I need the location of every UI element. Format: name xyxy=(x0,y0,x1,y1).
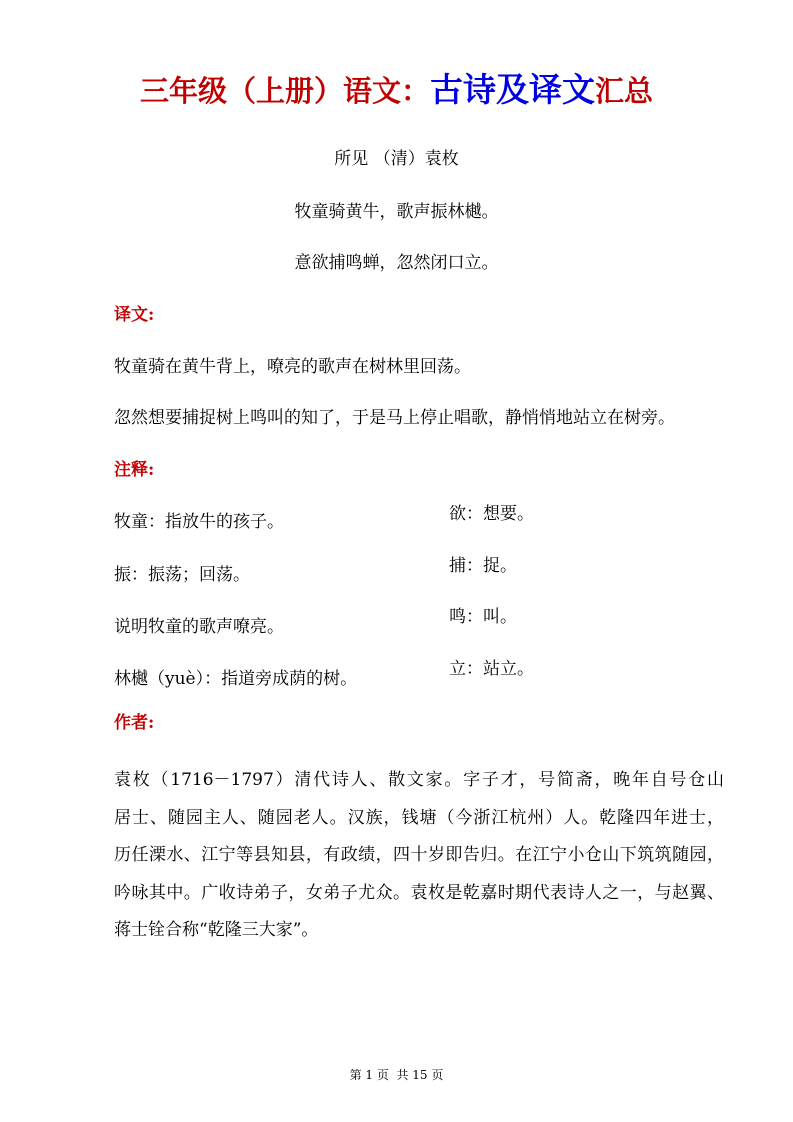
note-left-item: 牧童：指放牛的孩子。 xyxy=(114,512,284,532)
title-part-poems: 古诗及译文 xyxy=(430,70,595,109)
page-title xyxy=(0,68,793,118)
author-line: 袁枚（1716－1797）清代诗人、散文家。字子才，号简斋，晚年自号仓山 xyxy=(114,770,724,790)
poem-title-author: 所见 （清）袁枚 xyxy=(334,149,459,169)
translation-line-2: 忽然想要捕捉树上鸣叫的知了，于是马上停止唱歌，静悄悄地站立在树旁。 xyxy=(114,408,675,428)
note-left-item: 振：振荡；回荡。 xyxy=(114,565,250,585)
translation-line-1: 牧童骑在黄牛背上，嘹亮的歌声在树林里回荡。 xyxy=(114,357,471,377)
author-line: 历任溧水、江宁等县知县，有政绩，四十岁即告归。在江宁小仓山下筑筑随园， xyxy=(114,845,724,865)
note-right-item: 鸣：叫。 xyxy=(449,607,517,627)
page-footer: 第 1 页 共 15 页 xyxy=(349,1068,444,1082)
translation-heading: 译文: xyxy=(114,305,155,325)
note-left-item: 林樾（yuè）：指道旁成荫的树。 xyxy=(114,669,358,689)
author-line: 居士、随园主人、随园老人。汉族，钱塘（今浙江杭州）人。乾隆四年进士， xyxy=(114,807,724,828)
poem-line-2: 意欲捕鸣蝉，忽然闭口立。 xyxy=(294,253,499,273)
note-right-item: 捕：捉。 xyxy=(449,556,517,576)
title-part-grade: 三年级（上册）语文： xyxy=(139,74,430,108)
notes-heading: 注释: xyxy=(114,460,155,480)
author-line: 吟咏其中。广收诗弟子，女弟子尤众。袁枚是乾嘉时期代表诗人之一，与赵翼、 xyxy=(114,882,724,903)
note-right-item: 立：站立。 xyxy=(449,659,534,679)
note-left-item: 说明牧童的歌声嘹亮。 xyxy=(114,617,284,637)
title-part-summary: 汇总 xyxy=(595,74,654,108)
author-heading: 作者: xyxy=(114,713,155,733)
poem-line-1: 牧童骑黄牛，歌声振林樾。 xyxy=(294,202,499,222)
author-paragraph xyxy=(114,762,724,950)
note-right-item: 欲：想要。 xyxy=(449,504,534,524)
author-line: 蒋士铨合称“乾隆三大家”。 xyxy=(114,920,319,940)
